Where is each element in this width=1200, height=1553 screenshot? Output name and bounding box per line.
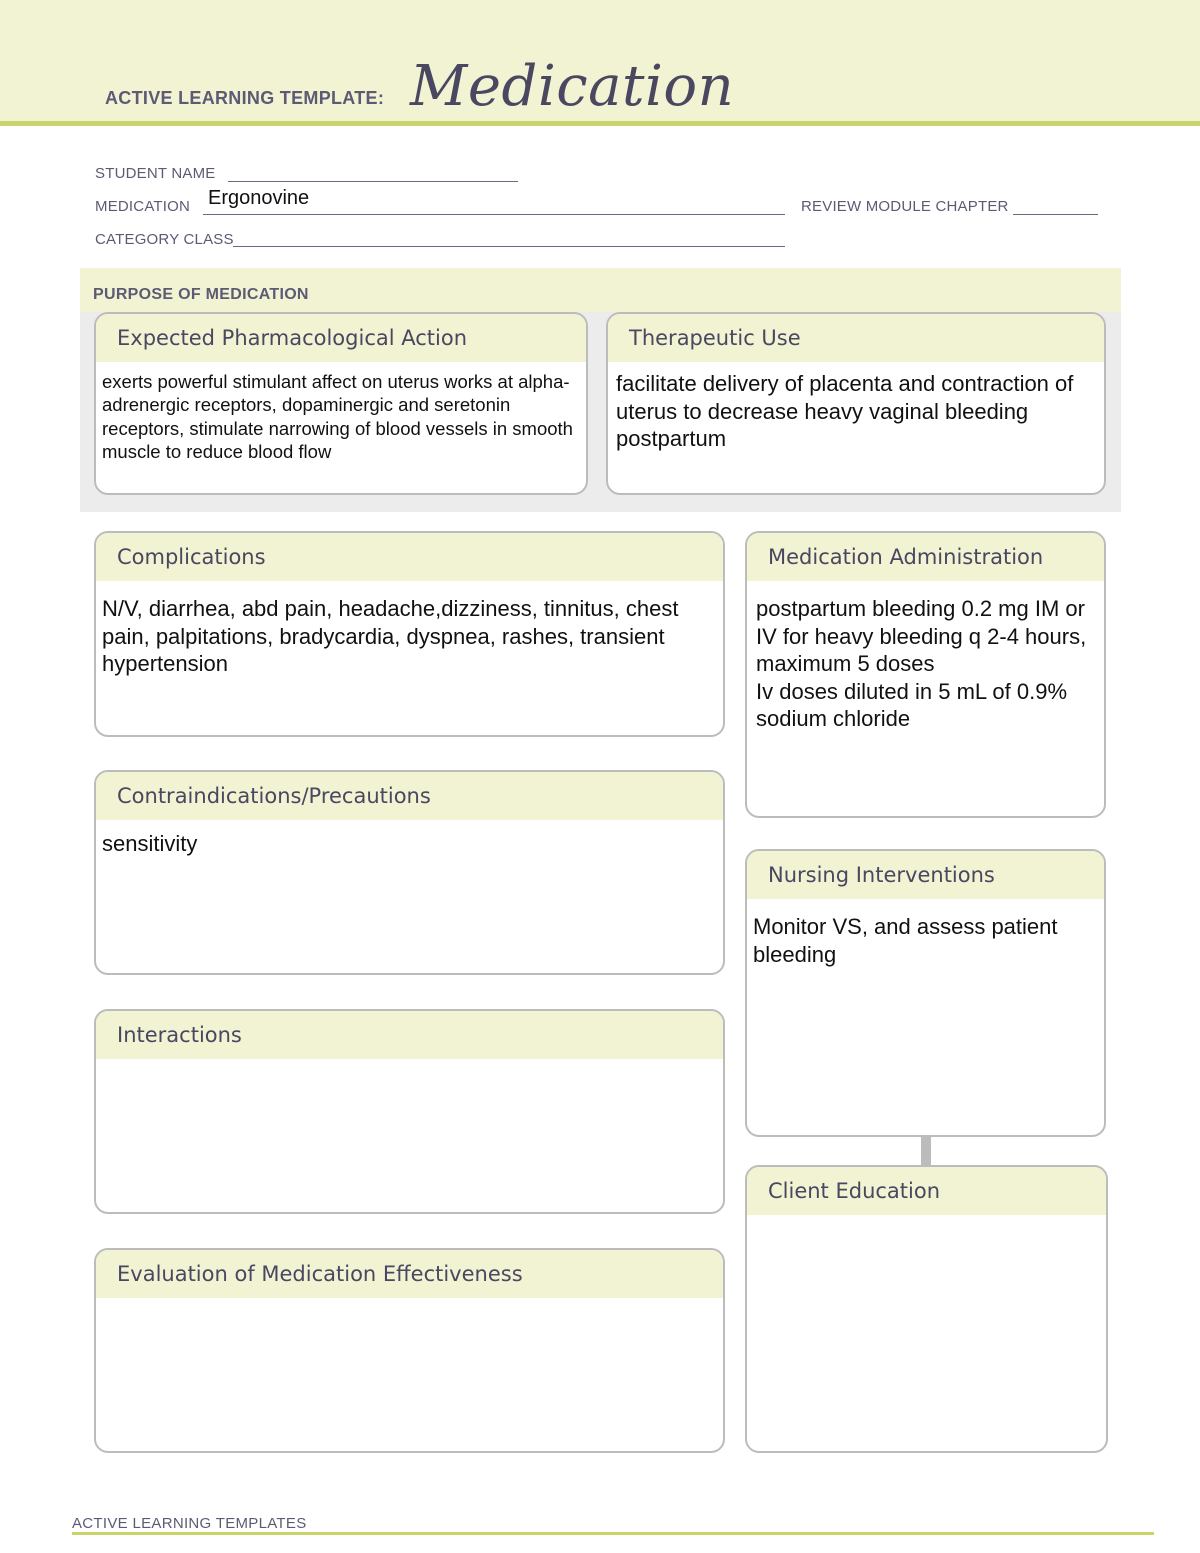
therapeutic-use-title: Therapeutic Use (608, 314, 1104, 364)
review-module-field[interactable] (1013, 214, 1098, 215)
evaluation-title: Evaluation of Medication Effectiveness (96, 1250, 723, 1300)
therapeutic-use-box (606, 312, 1106, 495)
student-name-label: STUDENT NAME (95, 165, 216, 182)
expected-action-box (94, 312, 588, 495)
complications-text[interactable]: N/V, diarrhea, abd pain, headache,dizziness, tinnitus, chest pain, palpitations, bradycardia, dyspnea, rashes, transient hypertension (102, 596, 679, 676)
template-label: ACTIVE LEARNING TEMPLATE: (105, 88, 385, 108)
category-class-label: CATEGORY CLASS (95, 231, 234, 248)
interactions-box (94, 1009, 725, 1214)
complications-box (94, 531, 725, 737)
footer-label: ACTIVE LEARNING TEMPLATES (72, 1515, 307, 1532)
nursing-interventions-box (745, 849, 1106, 1137)
medication-administration-box (745, 531, 1106, 818)
client-education-box (745, 1165, 1108, 1453)
evaluation-box (94, 1248, 725, 1453)
medication-value: Ergonovine (208, 187, 310, 209)
template-title: Medication (410, 54, 735, 119)
category-class-field[interactable] (233, 246, 785, 247)
complications-title: Complications (96, 533, 723, 583)
contraindications-box (94, 770, 725, 975)
nursing-interventions-title: Nursing Interventions (747, 851, 1104, 901)
therapeutic-use-text[interactable]: facilitate delivery of placenta and contraction of uterus to decrease heavy vaginal bleeding postpartum (616, 371, 1074, 451)
evaluation-text[interactable] (96, 1300, 723, 1306)
expected-action-title: Expected Pharmacological Action (96, 314, 586, 364)
contraindications-text[interactable]: sensitivity (102, 831, 198, 856)
medication-label: MEDICATION (95, 198, 191, 215)
nursing-interventions-text[interactable]: Monitor VS, and assess patient bleeding (753, 914, 1058, 967)
expected-action-text[interactable]: exerts powerful stimulant affect on uterus works at alpha-adrenergic receptors, dopaminergic and seretonin receptors, stimulate narrowing of blood vessels in smooth muscle to reduce blood flow (102, 371, 573, 463)
client-education-text[interactable] (747, 1217, 1106, 1223)
box-connector (921, 1136, 931, 1166)
medication-administration-title: Medication Administration (747, 533, 1104, 583)
medication-field[interactable] (203, 214, 785, 215)
student-name-field[interactable] (228, 181, 518, 182)
review-module-label: REVIEW MODULE CHAPTER (801, 198, 1009, 215)
interactions-title: Interactions (96, 1011, 723, 1061)
header-rule (0, 121, 1200, 126)
footer-rule (72, 1532, 1154, 1535)
medication-administration-text[interactable]: postpartum bleeding 0.2 mg IM or IV for heavy bleeding q 2-4 hours, maximum 5 doses Iv doses diluted in 5 mL of 0.9% sodium chloride (756, 596, 1087, 731)
purpose-label: PURPOSE OF MEDICATION (93, 286, 309, 303)
client-education-title: Client Education (747, 1167, 1106, 1217)
interactions-text[interactable] (96, 1061, 723, 1067)
contraindications-title: Contraindications/Precautions (96, 772, 723, 822)
